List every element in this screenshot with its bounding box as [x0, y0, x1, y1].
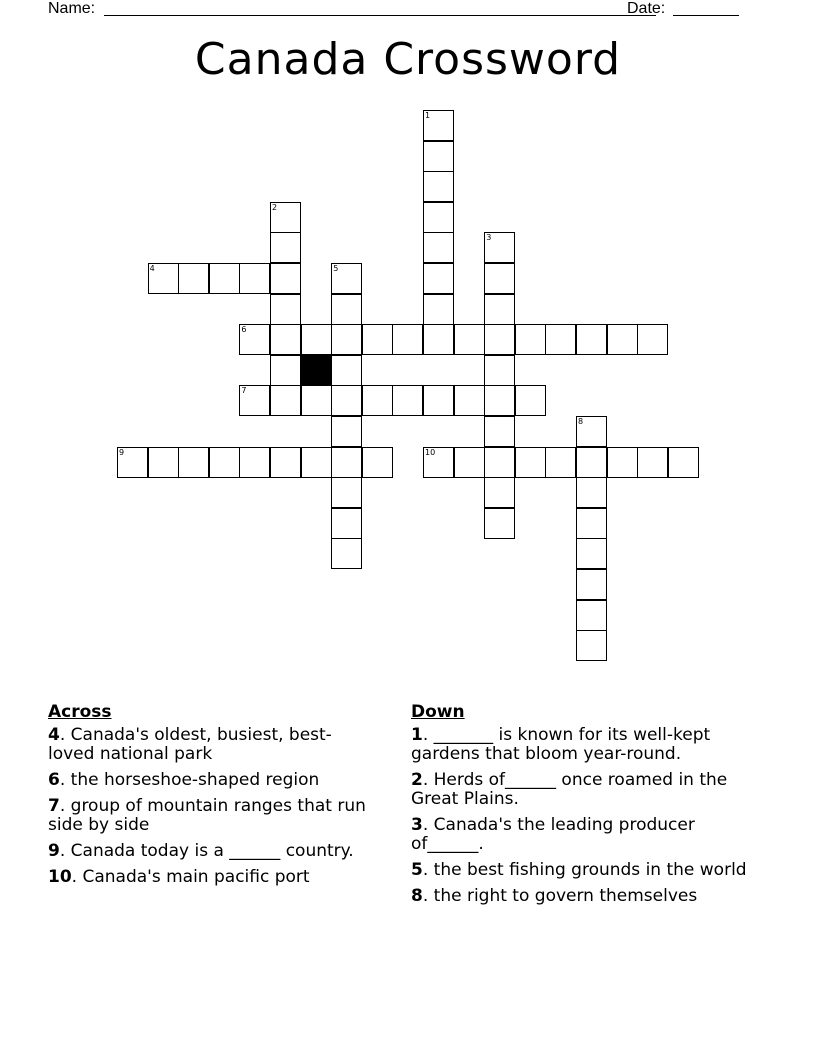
- grid-cell[interactable]: [270, 294, 301, 325]
- clue-number: 3: [411, 815, 423, 835]
- grid-cell[interactable]: [515, 385, 546, 416]
- clue-number: 6: [48, 770, 60, 790]
- clue-item: [48, 771, 378, 790]
- across-clue-list: [48, 726, 378, 887]
- across-heading: Across: [48, 702, 112, 722]
- grid-cell[interactable]: [484, 447, 515, 478]
- grid-cell[interactable]: [637, 324, 668, 355]
- grid-cell[interactable]: [301, 385, 332, 416]
- clue-number: 5: [411, 860, 423, 880]
- grid-cell[interactable]: [454, 324, 485, 355]
- grid-cell[interactable]: [392, 324, 423, 355]
- grid-cell[interactable]: [484, 232, 515, 263]
- cell-number: 5: [333, 264, 339, 273]
- grid-cell[interactable]: [209, 263, 240, 294]
- grid-cell[interactable]: [239, 447, 270, 478]
- clue-number: 8: [411, 886, 423, 906]
- grid-cell[interactable]: [484, 263, 515, 294]
- grid-cell[interactable]: [148, 447, 179, 478]
- grid-cell[interactable]: [331, 416, 362, 447]
- grid-cell[interactable]: [484, 416, 515, 447]
- grid-cell[interactable]: [239, 263, 270, 294]
- grid-cell[interactable]: [423, 324, 454, 355]
- grid-cell[interactable]: [576, 416, 607, 447]
- grid-cell[interactable]: [668, 447, 699, 478]
- clue-number: 10: [48, 867, 72, 887]
- grid-cell[interactable]: [331, 447, 362, 478]
- grid-cell[interactable]: [576, 538, 607, 569]
- clue-text: . the right to govern themselves: [422, 886, 698, 906]
- clue-item: [411, 861, 751, 880]
- grid-cell[interactable]: [484, 385, 515, 416]
- cell-number: 7: [241, 386, 247, 396]
- grid-cell[interactable]: [148, 263, 179, 294]
- grid-cell[interactable]: [331, 538, 362, 569]
- clue-number: 7: [48, 796, 60, 816]
- clue-item: [48, 868, 378, 887]
- grid-cell[interactable]: [484, 294, 515, 325]
- grid-cell[interactable]: [576, 447, 607, 478]
- grid-cell[interactable]: [423, 294, 454, 325]
- down-clues: [411, 703, 751, 913]
- grid-cell[interactable]: [484, 508, 515, 539]
- clue-number: 2: [411, 770, 423, 790]
- grid-cell[interactable]: [607, 324, 638, 355]
- grid-cell[interactable]: [392, 385, 423, 416]
- grid-cell[interactable]: [545, 447, 576, 478]
- grid-cell[interactable]: [270, 324, 301, 355]
- cell-number: 1: [425, 111, 431, 120]
- grid-cell[interactable]: [331, 477, 362, 508]
- grid-cell[interactable]: [362, 324, 393, 355]
- clue-item: [48, 726, 378, 764]
- clue-text: . Canada's the leading producer of______.: [411, 815, 695, 854]
- name-label: Name:: [48, 0, 96, 17]
- clue-text: . the horseshoe-shaped region: [59, 770, 320, 790]
- grid-cell[interactable]: [331, 324, 362, 355]
- clue-number: 1: [411, 725, 423, 745]
- grid-cell[interactable]: [331, 355, 362, 386]
- grid-cell[interactable]: [423, 141, 454, 172]
- cell-number: 4: [149, 264, 155, 273]
- grid-cell[interactable]: [331, 263, 362, 294]
- grid-cell[interactable]: [637, 447, 668, 478]
- grid-cell[interactable]: [454, 447, 485, 478]
- clue-text: . group of mountain ranges that run side by side: [48, 796, 366, 835]
- grid-cell[interactable]: [576, 569, 607, 600]
- clue-item: [411, 726, 751, 764]
- grid-cell[interactable]: [209, 447, 240, 478]
- grid-cell[interactable]: [515, 324, 546, 355]
- grid-cell[interactable]: [270, 447, 301, 478]
- clue-text: . _______ is known for its well-kept gardens that bloom year-round.: [411, 725, 711, 764]
- grid-cell[interactable]: [423, 110, 454, 141]
- grid-cell[interactable]: [270, 385, 301, 416]
- across-clues: [48, 703, 378, 894]
- grid-cell[interactable]: [484, 324, 515, 355]
- grid-cell[interactable]: [423, 171, 454, 202]
- clue-item: [48, 797, 378, 835]
- grid-cell[interactable]: [576, 600, 607, 631]
- grid-cell[interactable]: [423, 447, 454, 478]
- grid-cell[interactable]: [484, 477, 515, 508]
- grid-cell[interactable]: [178, 447, 209, 478]
- clue-number: 4: [48, 725, 60, 745]
- grid-cell[interactable]: [362, 447, 393, 478]
- clue-text: . Herds of______ once roamed in the Great Plains.: [411, 770, 728, 809]
- clue-item: [411, 816, 751, 854]
- down-heading: Down: [411, 702, 465, 722]
- grid-cell[interactable]: [423, 202, 454, 233]
- cell-number: 9: [119, 447, 125, 457]
- cell-number: 6: [241, 325, 247, 335]
- clue-item: [48, 842, 378, 861]
- grid-cell[interactable]: [515, 447, 546, 478]
- clue-text: . Canada today is a ______ country.: [59, 841, 354, 861]
- grid-cell[interactable]: [484, 355, 515, 386]
- grid-cell[interactable]: [576, 630, 607, 661]
- grid-cell[interactable]: [239, 385, 270, 416]
- grid-cell[interactable]: [423, 232, 454, 263]
- grid-cell[interactable]: [270, 202, 301, 233]
- grid-cell[interactable]: [331, 294, 362, 325]
- grid-cell[interactable]: [454, 385, 485, 416]
- grid-cell[interactable]: [362, 385, 393, 416]
- page-title: Canada Crossword: [194, 34, 622, 85]
- grid-cell[interactable]: [239, 324, 270, 355]
- grid-cell[interactable]: [301, 324, 332, 355]
- clue-text: . Canada's main pacific port: [71, 867, 310, 887]
- clue-item: [411, 887, 751, 906]
- cell-number: 10: [425, 447, 436, 457]
- grid-cell[interactable]: [301, 447, 332, 478]
- grid-cell[interactable]: [607, 447, 638, 478]
- grid-cell[interactable]: [331, 508, 362, 539]
- grid-cell[interactable]: [423, 385, 454, 416]
- blocked-cell: [301, 355, 332, 386]
- grid-cell[interactable]: [117, 447, 148, 478]
- clue-number: 9: [48, 841, 60, 861]
- grid-cell[interactable]: [270, 355, 301, 386]
- down-clue-list: [411, 726, 751, 906]
- grid-cell[interactable]: [331, 385, 362, 416]
- grid-cell[interactable]: [576, 324, 607, 355]
- date-label: Date:: [627, 0, 666, 17]
- grid-cell[interactable]: [545, 324, 576, 355]
- cell-number: 3: [486, 233, 492, 243]
- clue-text: . Canada's oldest, busiest, best-loved national park: [48, 725, 332, 764]
- grid-cell[interactable]: [178, 263, 209, 294]
- grid-cell[interactable]: [270, 263, 301, 294]
- grid-cell[interactable]: [576, 477, 607, 508]
- cell-number: 2: [272, 202, 278, 212]
- grid-cell[interactable]: [576, 508, 607, 539]
- clue-text: . the best fishing grounds in the world: [422, 860, 747, 880]
- grid-cell[interactable]: [270, 232, 301, 263]
- grid-cell[interactable]: [423, 263, 454, 294]
- cell-number: 8: [578, 417, 584, 426]
- clue-item: [411, 771, 751, 809]
